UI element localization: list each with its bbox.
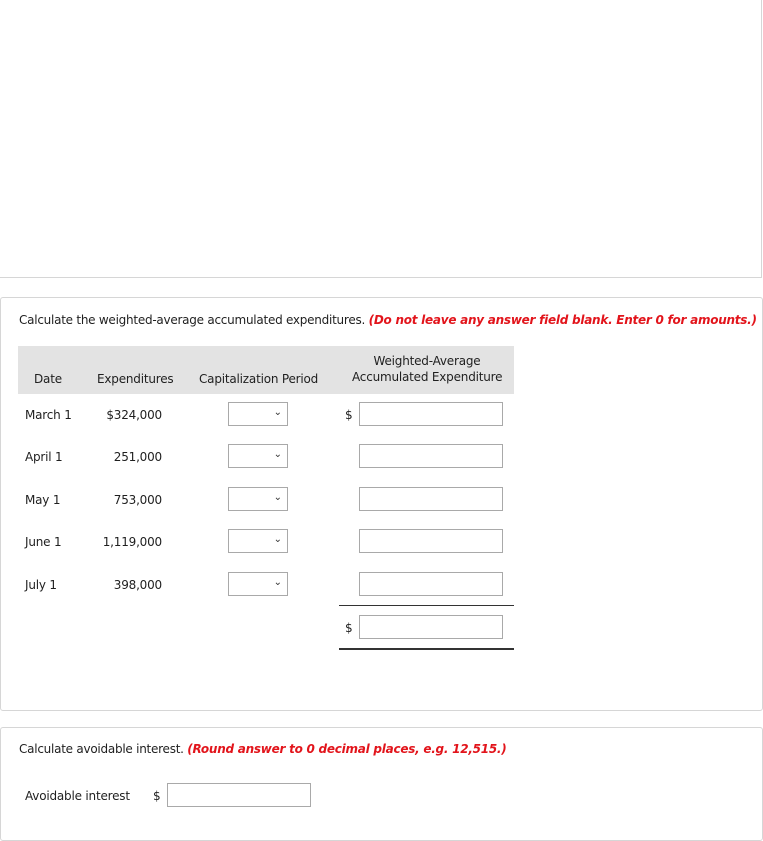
row-date: May 1 (25, 493, 61, 507)
row-date: April 1 (25, 450, 63, 464)
row-expenditure: 753,000 (113, 493, 162, 507)
weighted-expenditure-input[interactable] (359, 529, 503, 553)
avoidable-interest-input[interactable] (167, 783, 311, 807)
part1-instruction-note: (Do not leave any answer field blank. Enter 0 for amounts.) (368, 313, 757, 327)
weighted-expenditure-input[interactable] (359, 444, 503, 468)
part1-instruction (19, 313, 757, 327)
row-expenditure: 398,000 (113, 578, 162, 592)
weighted-expenditure-input[interactable] (359, 572, 503, 596)
row-expenditure: 251,000 (113, 450, 162, 464)
part2-instruction (19, 742, 506, 756)
header-weighted-average (352, 354, 502, 384)
capitalization-period-select[interactable] (228, 444, 288, 468)
header-weighted-line2: Accumulated Expenditure (352, 370, 503, 384)
capitalization-period-select[interactable] (228, 487, 288, 511)
weighted-expenditure-input[interactable] (359, 487, 503, 511)
dollar-sign: $ (345, 621, 353, 635)
header-weighted-line1: Weighted-Average (373, 354, 481, 368)
weighted-expenditure-input[interactable] (359, 402, 503, 426)
dollar-sign: $ (153, 789, 161, 803)
header-date: Date (34, 372, 62, 386)
capitalization-period-select[interactable] (228, 402, 288, 426)
part1-instruction-text: Calculate the weighted-average accumulated expenditures. (19, 313, 366, 327)
chevron-down-icon: ⌄ (273, 449, 282, 460)
row-expenditure: $324,000 (106, 408, 162, 422)
part2-instruction-text: Calculate avoidable interest. (19, 742, 184, 756)
chevron-down-icon: ⌄ (273, 492, 282, 503)
chevron-down-icon: ⌄ (273, 577, 282, 588)
total-bottom-rule (339, 648, 514, 650)
row-date: March 1 (25, 408, 72, 422)
chevron-down-icon: ⌄ (273, 407, 282, 418)
capitalization-period-select[interactable] (228, 572, 288, 596)
problem-panel (0, 0, 762, 278)
capitalization-period-select[interactable] (228, 529, 288, 553)
total-weighted-expenditure-input[interactable] (359, 615, 503, 639)
total-top-rule (339, 605, 514, 606)
row-date: July 1 (25, 578, 57, 592)
row-date: June 1 (25, 535, 62, 549)
header-expenditures: Expenditures (97, 372, 174, 386)
dollar-sign: $ (345, 408, 353, 422)
header-capitalization-period: Capitalization Period (199, 372, 319, 386)
row-expenditure: 1,119,000 (102, 535, 162, 549)
part2-instruction-note: (Round answer to 0 decimal places, e.g. 12,515.) (187, 742, 507, 756)
chevron-down-icon: ⌄ (273, 534, 282, 545)
avoidable-interest-label: Avoidable interest (25, 789, 130, 803)
